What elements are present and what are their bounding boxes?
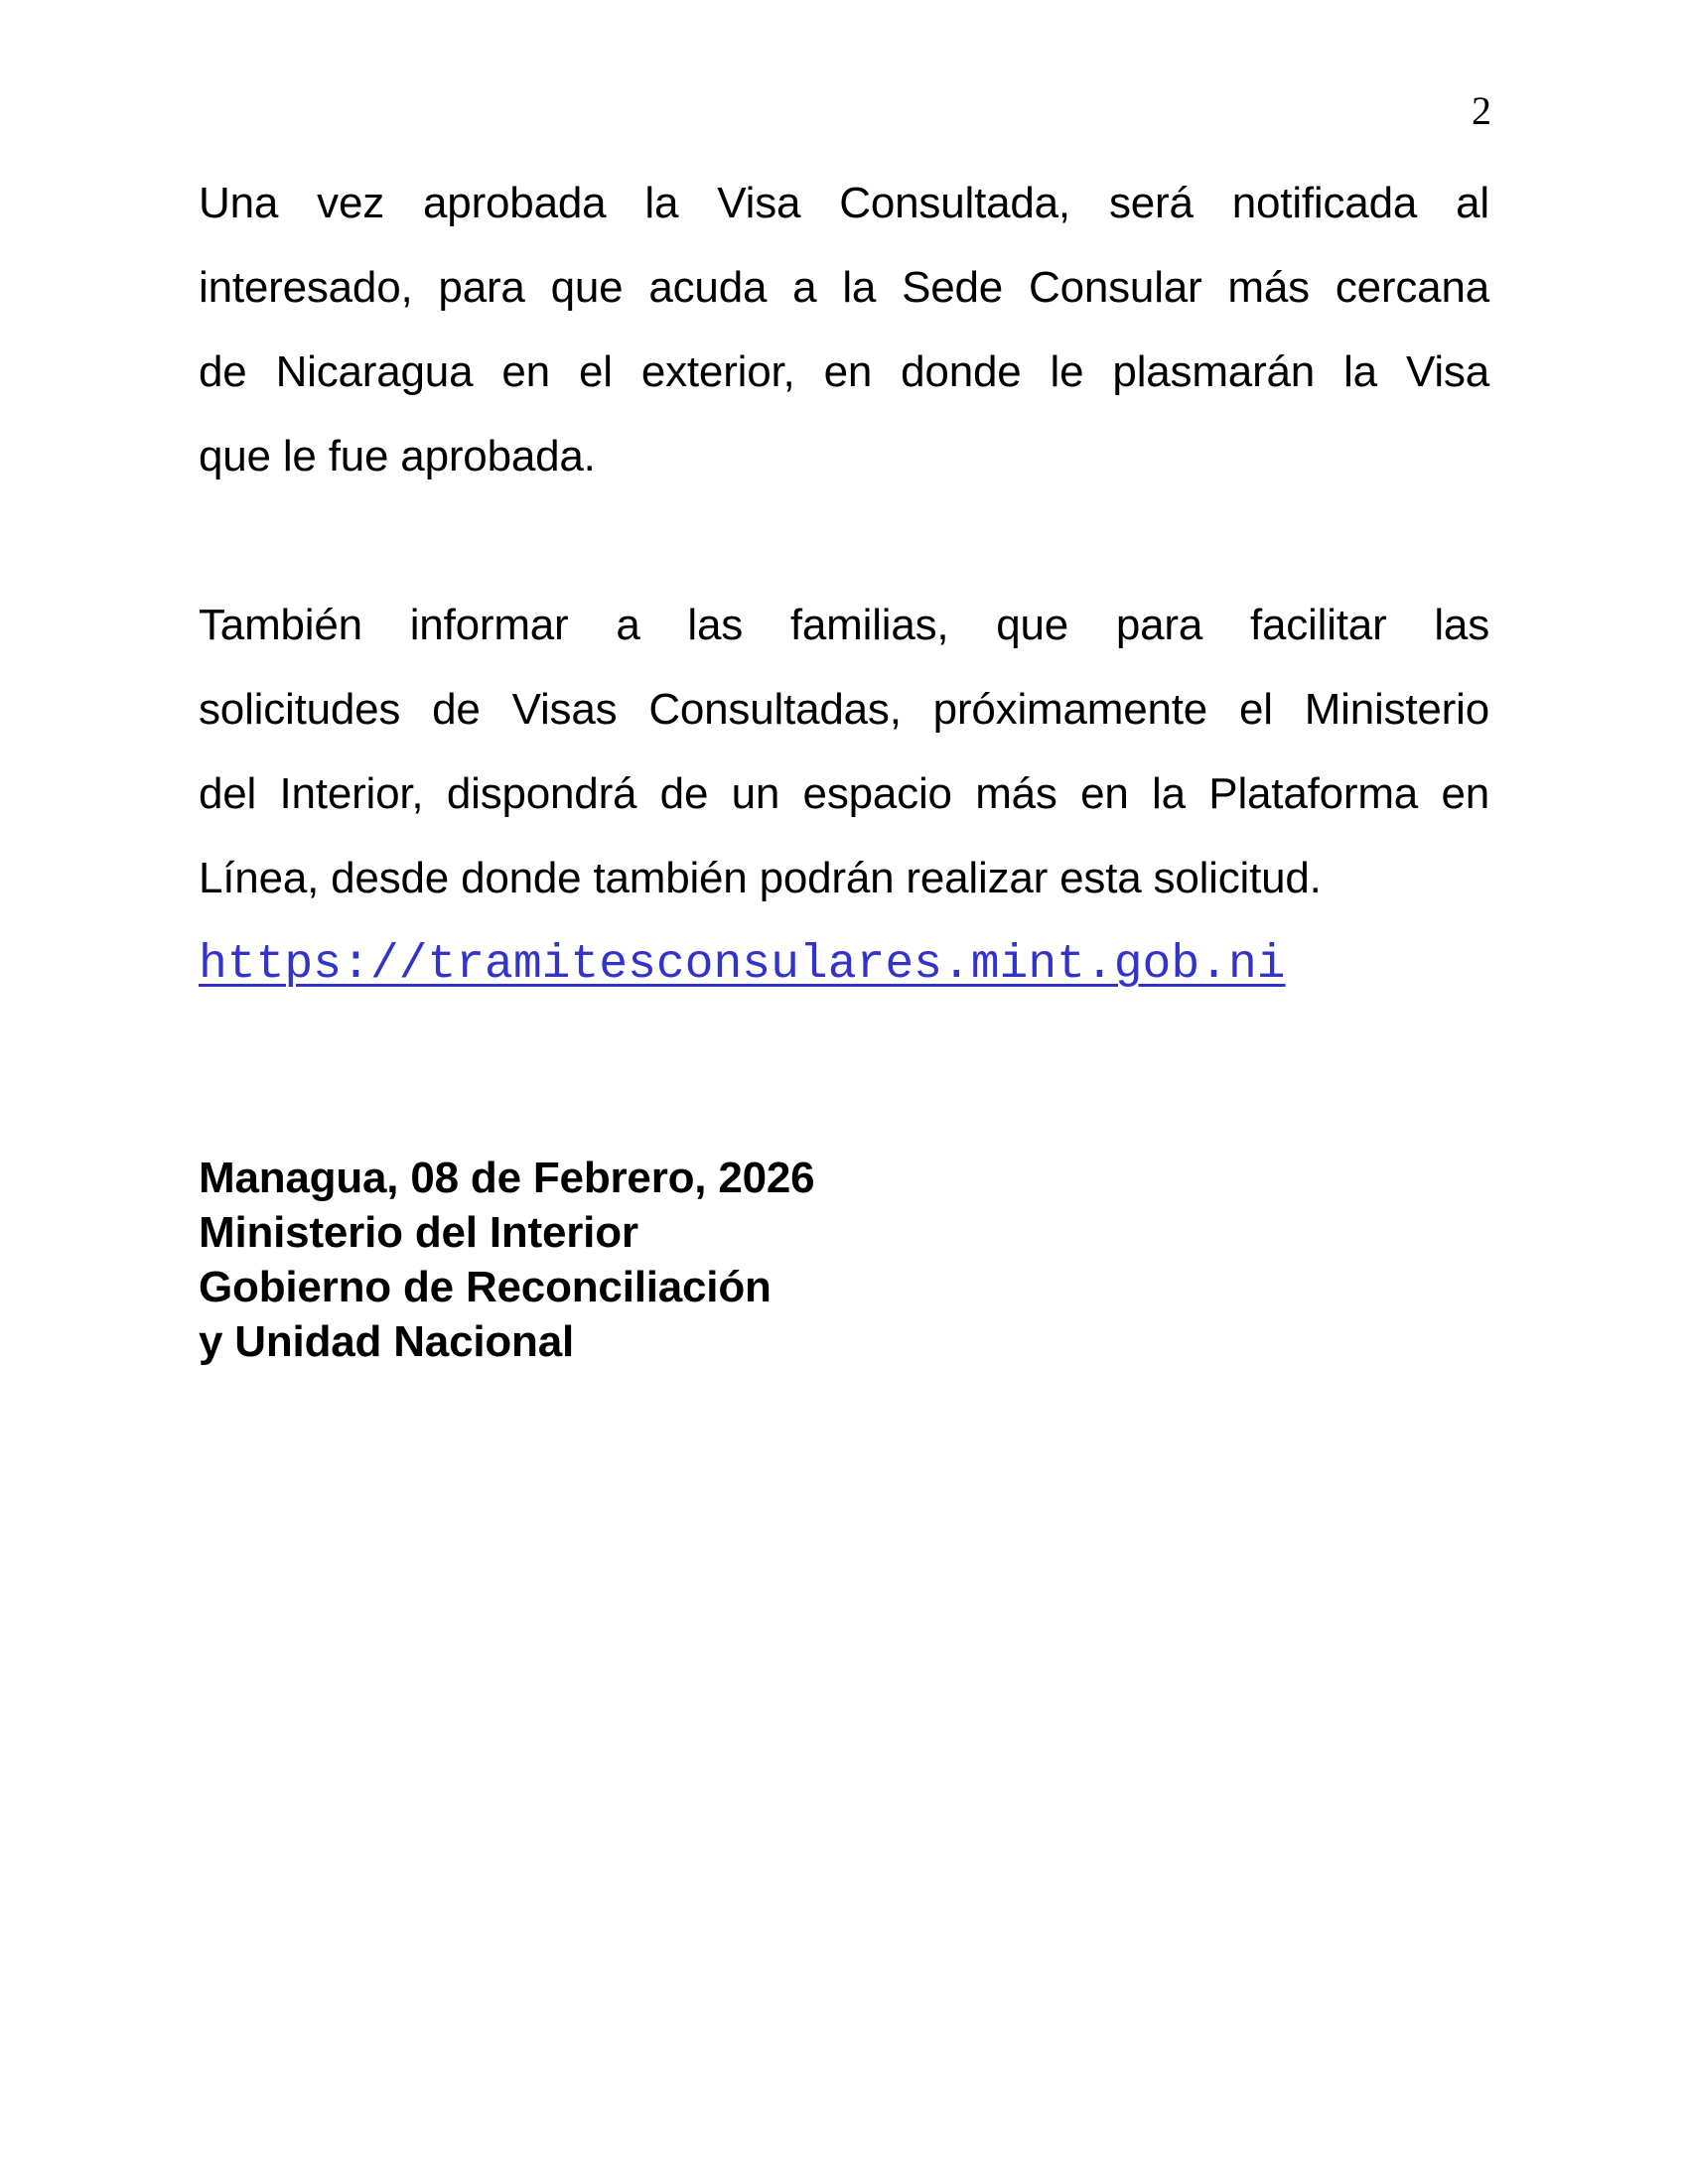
paragraph-families-info [199,583,1489,1008]
signature-line-ministry: Ministerio del Interior [199,1208,638,1257]
signature-line-date: Managua, 08 de Febrero, 2026 [199,1154,815,1202]
text-line: Una vez aprobada la Visa Consultada, será notificada al [199,179,1489,227]
link-line [199,920,1489,1008]
paragraph-visa-approval [199,161,1489,498]
text-line: de Nicaragua en el exterior, en donde le plasmarán la Visa [199,347,1489,396]
signature-line-government: Gobierno de Reconciliación [199,1263,772,1311]
text-line: que le fue aprobada. [199,432,596,480]
text-line: También informar a las familias, que para facilitar las [199,601,1489,649]
signature-line-unity: y Unidad Nacional [199,1317,575,1366]
document-body [199,161,1489,1369]
text-line: solicitudes de Visas Consultadas, próximamente el Ministerio [199,685,1489,734]
signature-block [199,1151,1489,1369]
text-line: del Interior, dispondrá de un espacio más en la Plataforma en [199,769,1489,818]
page-number: 2 [1472,88,1491,133]
tramites-consulares-link[interactable]: https://tramitesconsulares.mint.gob.ni [199,938,1286,992]
text-line: Línea, desde donde también podrán realizar esta solicitud. [199,854,1322,902]
text-line: interesado, para que acuda a la Sede Consular más cercana [199,263,1489,312]
